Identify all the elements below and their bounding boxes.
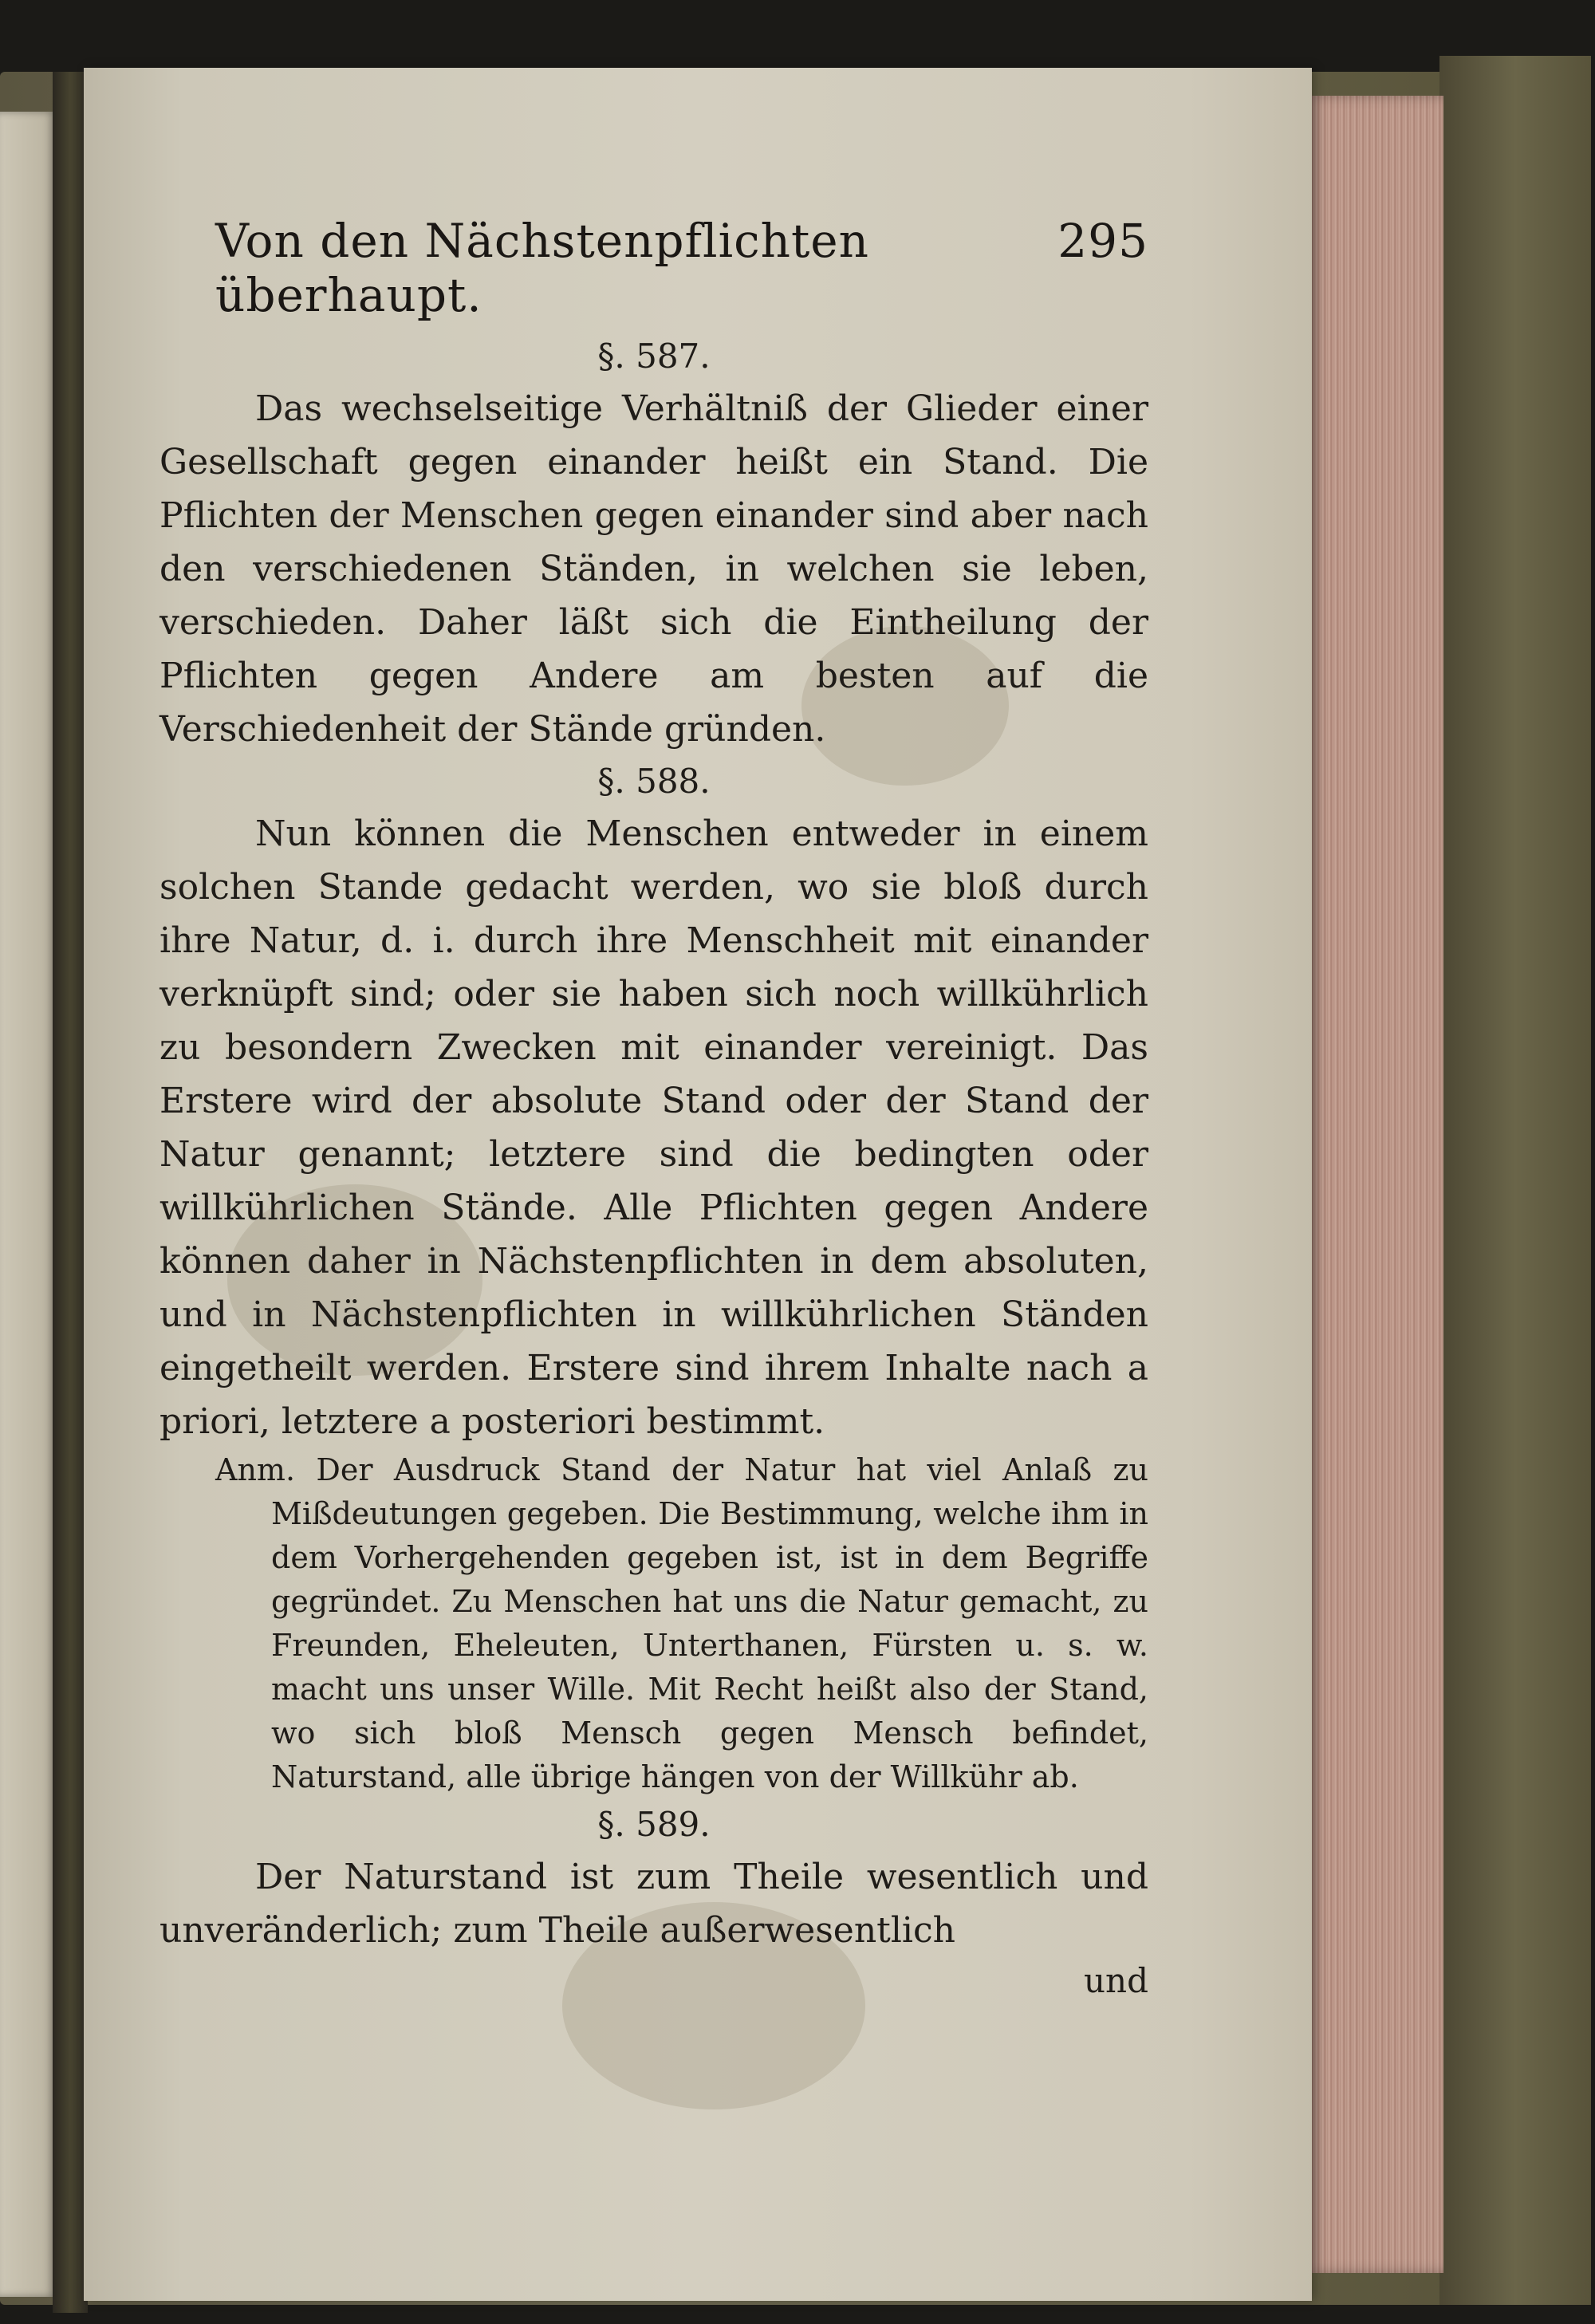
catchword: und [1084,1961,1148,2000]
section-heading-588: §. 588. [597,762,711,801]
book-gutter [53,72,88,2313]
section-heading-589: §. 589. [597,1805,711,1844]
page-number: 295 [1057,214,1148,268]
running-head [215,214,1148,322]
section-heading-587: §. 587. [597,337,711,376]
paragraph-588: Nun können die Menschen entweder in einem solchen Stande gedacht werden, wo sie bloß durch ihre Natur, d. i. durch ihre Menschheit mit einander verknüpft sind; oder sie haben sich noch willkührlich zu besondern Zwecken mit einander vereinigt. Das Erstere wird der absolute Stand oder der Stand der Natur genannt; letztere sind die bedingten oder willkührlichen Stände. Alle Pflichten gegen Andere können daher in Nächstenpflichten in dem absoluten, und in Nächstenpflichten in willkührlichen Ständen eingetheilt werden. Erstere sind ihrem Inhalte nach a priori, letztere a posteriori bestimmt. [160,813,1148,1442]
page-edges [1308,96,1443,2273]
paragraph-587: Das wechselseitige Verhältniß der Glieder einer Gesellschaft gegen einander heißt ein Stand. Die Pflichten der Menschen gegen einander sind aber nach den verschiedenen Ständen, in welchen sie leben, verschieden. Daher läßt sich die Eintheilung der Pflichten gegen Andere am besten auf die Verschiedenheit der Stände gründen. [160,388,1148,750]
running-title: Von den Nächstenpflichten überhaupt. [215,214,869,322]
facing-page-edge [0,112,56,2297]
back-board [1439,56,1591,2305]
page-body [160,331,1148,2005]
annotation-588: Anm. Der Ausdruck Stand der Natur hat viel Anlaß zu Mißdeutungen gegeben. Die Bestimmung, welche ihm in dem Vorhergehenden gegeben ist, ist in dem Begriffe gegründet. Zu Menschen hat uns die Natur gemacht, zu Freunden, Eheleuten, Unterthanen, Fürsten u. s. w. macht uns unser Wille. Mit Recht heißt also der Stand, wo sich bloß Mensch gegen Mensch befindet, Naturstand, alle übrige hängen von der Willkühr ab. [215,1452,1148,1794]
paragraph-589: Der Naturstand ist zum Theile wesentlich und unveränderlich; zum Theile außerwesentlich [160,1857,1148,1951]
